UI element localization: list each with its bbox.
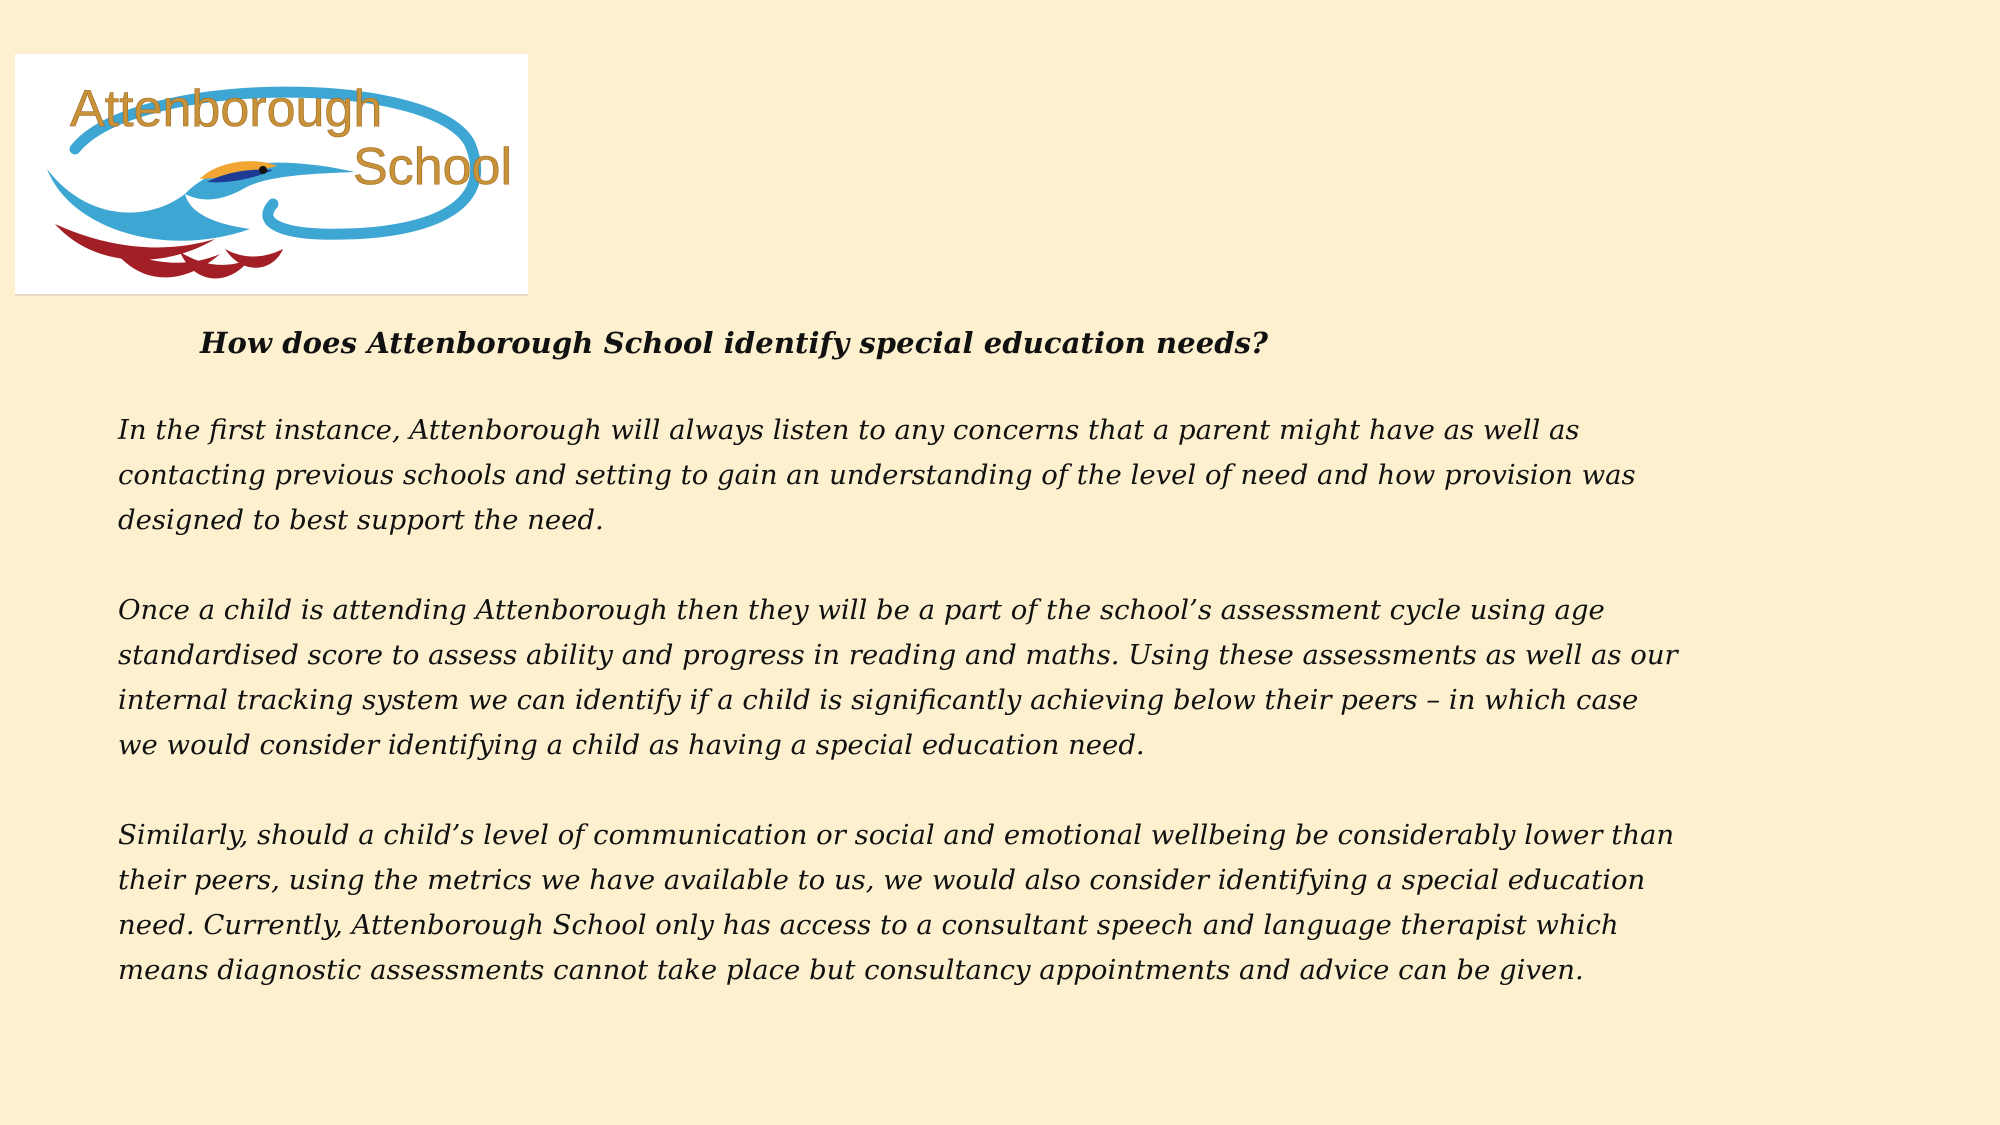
logo-line1: Attenborough <box>70 80 383 138</box>
logo-line2: School <box>353 138 512 196</box>
page-title: How does Attenborough School identify special education needs? <box>200 326 1269 360</box>
paragraph-2: Once a child is attending Attenborough then they will be a part of the school’s assessment cycle using age standardised score to assess ability and progress in reading and maths. Using these assessments as well as our internal tracking system we can identify if a child is significantly achieving below their peers – in which case we would consider identifying a child as having a special education need. <box>118 594 1678 761</box>
body-text <box>118 408 1678 993</box>
bird-eye <box>259 166 267 174</box>
school-logo <box>15 54 528 296</box>
school-logo-graphic <box>15 54 528 294</box>
paragraph-3: Similarly, should a child’s level of communication or social and emotional wellbeing be considerably lower than their peers, using the metrics we have available to us, we would also consider identifying a special education need. Currently, Attenborough School only has access to a consultant speech and language therapist which means diagnostic assessments cannot take place but consultancy appointments and advice can be given. <box>118 819 1675 986</box>
paragraph-1: In the first instance, Attenborough will always listen to any concerns that a parent might have as well as contacting previous schools and setting to gain an understanding of the level of need and how provision was designed to best support the need. <box>118 414 1636 536</box>
